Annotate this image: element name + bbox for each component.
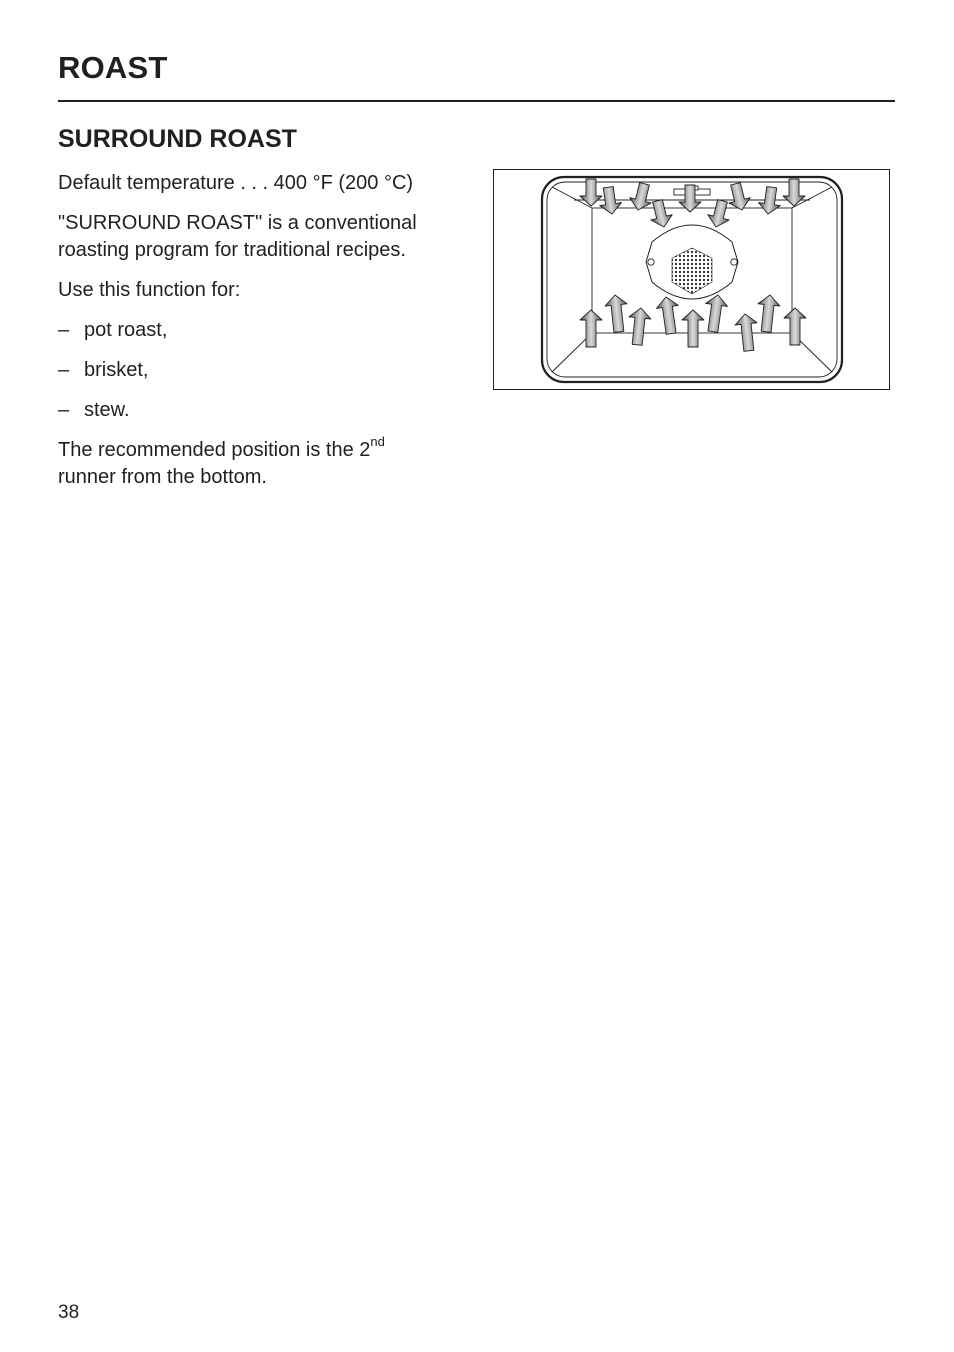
down-arrows [580, 179, 805, 230]
fan-cover-screw-icon [731, 259, 737, 265]
up-arrow-icon [604, 294, 630, 333]
use-item [58, 317, 478, 344]
down-arrow-icon [783, 179, 805, 206]
down-arrow-icon [580, 179, 602, 206]
use-item [58, 397, 478, 424]
title-divider [58, 100, 895, 102]
use-item [58, 357, 478, 384]
use-item-text: pot roast, [84, 319, 168, 341]
down-arrow-icon [597, 186, 623, 216]
use-intro: Use this function for: [58, 279, 241, 301]
default-temperature-line [58, 170, 478, 197]
position-text-after: runner from the bottom. [58, 466, 267, 488]
default-temperature-leader: . . . [234, 172, 274, 194]
oven-heat-circulation-icon [494, 170, 888, 388]
fan-cover-screw-icon [648, 259, 654, 265]
page-title: ROAST [58, 50, 168, 85]
position-superscript: nd [370, 434, 385, 449]
default-temperature-value: 400 °F (200 °C) [273, 172, 414, 194]
up-arrow-icon [655, 295, 682, 335]
page-number: 38 [58, 1302, 80, 1323]
list-dash: – [58, 359, 70, 381]
oven-diagram-frame [493, 169, 890, 390]
program-description: "SURROUND ROAST" is a conventional roasting program for traditional recipes. [58, 212, 417, 261]
section-body [58, 170, 478, 504]
up-arrow-icon [734, 313, 760, 352]
recommended-position [58, 434, 478, 491]
use-item-text: brisket, [84, 359, 149, 381]
use-item-text: stew. [84, 399, 130, 421]
up-arrow-icon [702, 293, 729, 333]
position-text-before: The recommended position is the 2 [58, 439, 371, 461]
down-arrow-icon [757, 186, 783, 216]
default-temperature-label: Default temperature [58, 172, 235, 194]
up-arrow-icon [626, 307, 652, 346]
list-dash: – [58, 399, 70, 421]
list-dash: – [58, 319, 70, 341]
up-arrow-icon [755, 294, 781, 333]
up-arrow-icon [784, 308, 806, 345]
up-arrow-icon [682, 310, 704, 347]
section-heading: SURROUND ROAST [58, 125, 297, 153]
up-arrows [580, 293, 806, 351]
